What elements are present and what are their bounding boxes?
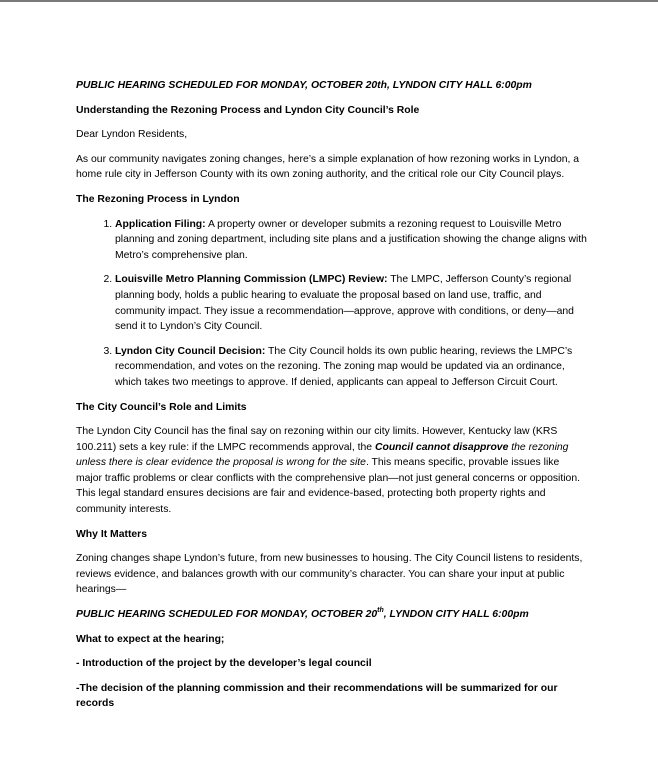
step-text: The City Council holds its own public hearing, reviews the LMPC’s recommendation, and votes on the rezoning. The zoning map would be updated via an ordinance, which takes two meetings to approve. If denied, applicants can appeal to Jefferson Circuit Court. [115, 345, 573, 388]
step-term: Louisville Metro Planning Commission (LMPC) Review: [115, 274, 388, 286]
step-term: Application Filing: [115, 218, 206, 230]
document-title: Understanding the Rezoning Process and Lyndon City Council’s Role [76, 104, 420, 116]
role-heading: The City Council’s Role and Limits [76, 401, 247, 413]
top-border [0, 0, 658, 2]
matters-paragraph: Zoning changes shape Lyndon’s future, from new businesses to housing. The City Council listens to residents, reviews evidence, and balances growth with our community’s character. You can share your input at public hearings— [76, 553, 583, 596]
list-item [115, 272, 588, 334]
greeting: Dear Lyndon Residents, [76, 129, 188, 141]
step-term: Lyndon City Council Decision: [115, 345, 266, 357]
intro-paragraph: As our community navigates zoning changes, here’s a simple explanation of how rezoning works in Lyndon, a home rule city in Jefferson County with its own zoning authority, and the critical role our City Council plays. [76, 153, 580, 181]
list-item [115, 344, 588, 391]
notice-sup: th [377, 607, 384, 615]
role-italic: the rezoning unless there is clear evidence the proposal is wrong for the site [76, 441, 569, 469]
hearing-notice-top: PUBLIC HEARING SCHEDULED FOR MONDAY, OCTOBER 20th, LYNDON CITY HALL 6:00pm [76, 80, 532, 91]
document-page [76, 78, 588, 712]
role-paragraph [76, 424, 588, 518]
process-heading: The Rezoning Process in Lyndon [76, 193, 240, 205]
step-text: The LMPC, Jefferson County’s regional planning body, holds a public hearing to evaluate the proposal based on land use, traffic, and community impact. They issue a recommendation—approve, approve with conditions, or deny—and send it to Lyndon’s City Council. [115, 274, 574, 333]
notice-post: , LYNDON CITY HALL 6:00pm [383, 609, 529, 621]
notice-pre: PUBLIC HEARING SCHEDULED FOR MONDAY, OCTOBER 20 [76, 609, 378, 621]
list-item [115, 217, 588, 264]
expect-item: - Introduction of the project by the developer’s legal council [76, 658, 372, 670]
role-text-1: The Lyndon City Council has the final say on rezoning within our city limits. However, Kentucky law (KRS 100.211) sets a key rule: if the LMPC recommends approval, the [76, 426, 558, 453]
process-steps-list [76, 217, 588, 391]
expect-heading: What to expect at the hearing; [76, 633, 225, 645]
expect-item: -The decision of the planning commission and their recommendations will be summarized for our records [76, 682, 558, 710]
hearing-notice-bottom [76, 607, 588, 623]
role-text-2: . This means specific, provable issues like major traffic problems or clear conflicts with the comprehensive plan—not just general concerns or opposition. This legal standard ensures decisions are fair and evidence-based, protecting both property rights and community interests. [76, 457, 580, 516]
matters-heading: Why It Matters [76, 528, 148, 540]
step-text: A property owner or developer submits a rezoning request to Louisville Metro planning and zoning department, including site plans and a justification showing the change aligns with Metro’s comprehensive plan. [115, 218, 587, 261]
role-emphasis: Council cannot disapprove [374, 441, 509, 453]
